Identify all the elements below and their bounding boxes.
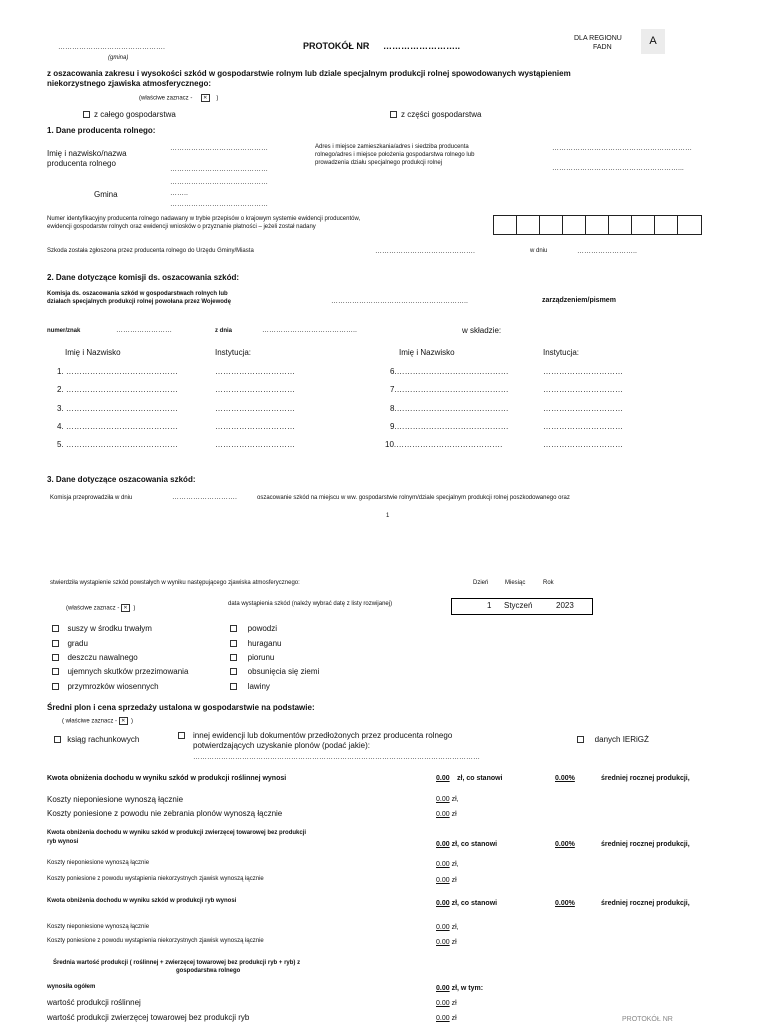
animal-value-amount: 0.00 zł bbox=[436, 1015, 457, 1022]
yield-other-field[interactable]: …………………………………………………………………………………………………………… bbox=[193, 754, 480, 761]
costs-not-harvested-label: Koszty poniesione z powodu nie zebrania plonów wynoszą łącznie bbox=[47, 809, 283, 818]
yield-option-books[interactable]: ksiąg rachunkowych bbox=[54, 735, 139, 744]
animal-phenomena-costs-label: Koszty poniesione z powodu wystąpienia niekorzystnych zjawisk wynoszą łącznie bbox=[47, 876, 264, 882]
checkbox-icon bbox=[52, 640, 59, 647]
fish-costs-value: 0.00 zł, bbox=[436, 924, 459, 931]
col-inst-right: Instytucja: bbox=[543, 348, 580, 357]
region-label: DLA REGIONU bbox=[574, 35, 622, 42]
yield-other-label-1: innej ewidencji lub dokumentów przedłożonych przez producenta rolnego bbox=[193, 731, 453, 740]
address-label-2: rolnego/adres i miejsce położenia gospodarstwa rolnego lub bbox=[315, 152, 475, 158]
institution-field[interactable]: ………………………… bbox=[215, 385, 295, 394]
institution-field[interactable]: ………………………… bbox=[543, 440, 623, 449]
fish-phenomena-costs-label: Koszty poniesione z powodu wystąpienia niekorzystnych zjawisk wynoszą łącznie bbox=[47, 938, 264, 944]
phenomenon-option[interactable]: suszy w środku trwałym bbox=[52, 624, 152, 633]
member-field[interactable]: 9.…………………………………… bbox=[390, 422, 509, 431]
member-field[interactable]: 5. …………………………………… bbox=[57, 440, 178, 449]
col-name-right: Imię i Nazwisko bbox=[399, 348, 455, 357]
phenomenon-option[interactable]: obsunięcia się ziemi bbox=[230, 667, 319, 676]
gmina-label: (gmina) bbox=[108, 55, 129, 61]
animal-loss-title-2: ryb wynosi bbox=[47, 839, 79, 845]
fish-costs-label: Koszty nieponiesione wynoszą łącznie bbox=[47, 924, 150, 930]
id-label-1: Numer identyfikacyjny producenta rolnego nadawany w trybie przepisów o krajowym systemie ewidencji producentów, bbox=[47, 216, 361, 222]
composition-label: w składzie: bbox=[462, 326, 502, 335]
fish-phenomena-costs-value: 0.00 zł bbox=[436, 939, 457, 946]
checkbox-icon bbox=[178, 732, 185, 739]
page-title: PROTOKÓŁ NR bbox=[303, 41, 370, 51]
total-label: wynosiła ogółem bbox=[47, 984, 96, 990]
phenomenon-option[interactable]: deszczu nawalnego bbox=[52, 653, 138, 662]
checked-box-icon: ✕ bbox=[121, 604, 130, 612]
name-label: Imię i nazwisko/nazwa bbox=[47, 149, 127, 158]
member-field[interactable]: 2. …………………………………… bbox=[57, 385, 178, 394]
z-dnia-field[interactable]: ………………………………….. bbox=[262, 327, 357, 334]
address-field-2[interactable]: ………………………………………………... bbox=[552, 165, 684, 172]
phenomenon-option[interactable]: przymrozków wiosennych bbox=[52, 682, 159, 691]
checkbox-icon bbox=[390, 111, 397, 118]
phenomenon-option[interactable]: gradu bbox=[52, 639, 88, 648]
region-value-box[interactable]: A bbox=[641, 29, 665, 54]
checked-box-icon: ✕ bbox=[119, 717, 128, 725]
phenomenon-option[interactable]: ujemnych skutków przezimowania bbox=[52, 667, 188, 676]
costs-not-incurred-value: 0.00 zł, bbox=[436, 796, 459, 803]
col-inst-left: Instytucja: bbox=[215, 348, 252, 357]
name-field-1[interactable]: …………………………………… bbox=[170, 145, 268, 152]
member-field[interactable]: 6.…………………………………… bbox=[390, 367, 509, 376]
yield-option-ierigz[interactable]: danych IERiGŻ bbox=[577, 735, 649, 744]
institution-field[interactable]: ………………………… bbox=[215, 404, 295, 413]
crop-value-label: wartość produkcji roślinnej bbox=[47, 998, 141, 1007]
animal-phenomena-costs-value: 0.00 zł bbox=[436, 877, 457, 884]
reported-office-field[interactable]: ……………………………………. bbox=[375, 248, 475, 255]
mark-note-3: (właściwe zaznacz - ✕ ) bbox=[66, 605, 136, 612]
member-field[interactable]: 4. …………………………………… bbox=[57, 422, 178, 431]
checkbox-icon bbox=[230, 654, 237, 661]
date-month[interactable]: Styczeń bbox=[504, 601, 533, 610]
commission-label-1: Komisja ds. oszacowania szkód w gospodarstwach rolnych lub bbox=[47, 291, 228, 297]
animal-loss-pct: 0.00% bbox=[555, 841, 575, 848]
checkbox-icon bbox=[230, 668, 237, 675]
fish-loss-pct: 0.00% bbox=[555, 900, 575, 907]
col-day: Dzień bbox=[473, 580, 489, 586]
col-name-left: Imię i Nazwisko bbox=[65, 348, 121, 357]
avg-value-title-1: Średnia wartość produkcji ( roślinnej + zwierzęcej towarowej bez produkcji ryb + ryb) z bbox=[53, 960, 301, 966]
reported-date-field[interactable]: …………………….. bbox=[577, 248, 637, 255]
checkbox-icon bbox=[52, 654, 59, 661]
option-part-farm[interactable]: z części gospodarstwa bbox=[390, 110, 481, 119]
checkbox-icon bbox=[52, 625, 59, 632]
fish-loss-avg: średniej rocznej produkcji, bbox=[601, 900, 690, 907]
name-field-3[interactable]: …………………………………… bbox=[170, 179, 268, 186]
col-year: Rok bbox=[543, 580, 554, 586]
animal-loss-amount: 0.00 zł, co stanowi bbox=[436, 841, 498, 848]
member-field[interactable]: 7.…………………………………… bbox=[390, 385, 509, 394]
checkbox-icon bbox=[230, 625, 237, 632]
gmina-dots[interactable]: ………………………………………. bbox=[58, 44, 165, 51]
reported-date-label: w dniu bbox=[530, 248, 548, 254]
col-month: Miesiąc bbox=[505, 580, 526, 586]
date-year[interactable]: 2023 bbox=[556, 601, 574, 610]
damage-date-select[interactable] bbox=[451, 598, 593, 615]
date-day[interactable]: 1 bbox=[487, 601, 492, 610]
name-field-2[interactable]: …………………………………… bbox=[170, 166, 268, 173]
costs-not-harvested-value: 0.00 zł bbox=[436, 811, 457, 818]
mark-note-yield: ( właściwe zaznacz - ✕ ) bbox=[62, 718, 134, 725]
checkbox-icon bbox=[52, 683, 59, 690]
producer-id-grid[interactable] bbox=[493, 215, 702, 235]
member-field[interactable]: 8.…………………………………… bbox=[390, 404, 509, 413]
crop-loss-title: Kwota obniżenia dochodu w wyniku szkód w produkcji roślinnej wynosi bbox=[47, 775, 287, 782]
phenomenon-label: stwierdziła wystąpienie szkód powstałych w wyniku następującego zjawiska atmosferycznego: bbox=[50, 580, 300, 586]
crop-loss-avg: średniej rocznej produkcji, bbox=[601, 775, 690, 782]
institution-field[interactable]: ………………………… bbox=[543, 367, 623, 376]
number-sign-label: numer/znak bbox=[47, 328, 81, 334]
carried-out-text: oszacowanie szkód na miejscu w ww. gospodarstwie rolnym/dziale specjalnym produkcji rolnej poszkodowanego oraz bbox=[257, 495, 570, 501]
checkbox-icon bbox=[83, 111, 90, 118]
address-label-3: prowadzenia działu specjalnego produkcji rolnej bbox=[315, 160, 443, 166]
animal-costs-value: 0.00 zł, bbox=[436, 861, 459, 868]
phenomenon-option[interactable]: powodzi bbox=[230, 624, 277, 633]
id-label-2: ewidencji gospodarstw rolnych oraz ewidencji wniosków o przyznanie płatności – jeżeli został nadany bbox=[47, 224, 316, 230]
option-whole-farm[interactable]: z całego gospodarstwa bbox=[83, 110, 176, 119]
phenomenon-option[interactable]: huraganu bbox=[230, 639, 281, 648]
checkbox-icon bbox=[577, 736, 584, 743]
yield-heading: Średni plon i cena sprzedaży ustalona w gospodarstwie na podstawie: bbox=[47, 703, 315, 712]
carried-out-date-field[interactable]: ………………………. bbox=[172, 494, 237, 501]
crop-loss-amount: 0.00 bbox=[436, 775, 450, 782]
total-value: 0.00 zł, w tym: bbox=[436, 985, 484, 992]
checked-box-icon: ✕ bbox=[201, 94, 210, 102]
crop-loss-pct: 0.00% bbox=[555, 775, 575, 782]
section3-heading: 3. Dane dotyczące oszacowania szkód: bbox=[47, 475, 196, 484]
phenomenon-option[interactable]: piorunu bbox=[230, 653, 274, 662]
gmina-label: Gmina bbox=[94, 190, 118, 199]
avg-value-title-2: gospodarstwa rolnego bbox=[176, 968, 241, 974]
checkbox-icon bbox=[52, 668, 59, 675]
address-field-1[interactable]: …………………………………………………… bbox=[552, 145, 692, 152]
by-order-label: zarządzeniem/pismem bbox=[542, 297, 616, 304]
commission-field[interactable]: ………………………………………………….. bbox=[331, 298, 468, 305]
checkbox-icon bbox=[230, 640, 237, 647]
yield-other-label-2: potwierdzających uzyskanie plonów (podać jakie): bbox=[193, 741, 370, 750]
institution-field[interactable]: ………………………… bbox=[215, 422, 295, 431]
fish-loss-amount: 0.00 zł, co stanowi bbox=[436, 900, 498, 907]
section2-heading: 2. Dane dotyczące komisji ds. oszacowania szkód: bbox=[47, 273, 240, 282]
animal-costs-label: Koszty nieponiesione wynoszą łącznie bbox=[47, 860, 150, 866]
crop-loss-unit: zł, co stanowi bbox=[457, 775, 503, 782]
number-sign-field[interactable]: …………………… bbox=[116, 327, 172, 334]
member-field[interactable]: 1. …………………………………… bbox=[57, 367, 178, 376]
checkbox-icon bbox=[54, 736, 61, 743]
crop-value-amount: 0.00 zł bbox=[436, 1000, 457, 1007]
institution-field[interactable]: ………………………… bbox=[215, 367, 295, 376]
commission-label-2: działach specjalnych produkcji rolnej powołana przez Wojewodę bbox=[47, 299, 231, 305]
carried-out-label: Komisja przeprowadziła w dniu bbox=[50, 495, 133, 501]
name-label-2: producenta rolnego bbox=[47, 159, 116, 168]
reported-label: Szkoda została zgłoszona przez producenta rolnego do Urzędu Gminy/Miasta bbox=[47, 248, 254, 254]
institution-field[interactable]: ………………………… bbox=[543, 422, 623, 431]
yield-option-other[interactable] bbox=[178, 731, 189, 740]
animal-loss-title-1: Kwota obniżenia dochodu w wyniku szkód w produkcji zwierzęcej towarowej bez produkcji bbox=[47, 830, 307, 836]
mark-note: (właściwe zaznacz - ✕ ) bbox=[139, 95, 219, 102]
member-field[interactable]: 10.…………………………………. bbox=[385, 440, 503, 449]
gmina-field[interactable]: …………………………………… bbox=[170, 201, 268, 208]
member-field[interactable]: 3. …………………………………… bbox=[57, 404, 178, 413]
gmina-field-short[interactable]: …….. bbox=[170, 190, 188, 197]
z-dnia-label: z dnia bbox=[215, 328, 233, 334]
animal-loss-avg: średniej rocznej produkcji, bbox=[601, 841, 690, 848]
section1-heading: 1. Dane producenta rolnego: bbox=[47, 126, 156, 135]
institution-field[interactable]: ………………………… bbox=[215, 440, 295, 449]
animal-value-label: wartość produkcji zwierzęcej towarowej bez produkcji ryb bbox=[47, 1013, 250, 1022]
intro-line-1: z oszacowania zakresu i wysokości szkód w gospodarstwie rolnym lub dziale specjalnym produkcji rolnej spowodowanych wystąpieniem bbox=[47, 69, 571, 78]
fish-loss-title: Kwota obniżenia dochodu w wyniku szkód w produkcji ryb wynosi bbox=[47, 898, 237, 904]
costs-not-incurred-label: Koszty nieponiesione wynoszą łącznie bbox=[47, 795, 184, 804]
institution-field[interactable]: ………………………… bbox=[543, 385, 623, 394]
checkbox-icon bbox=[230, 683, 237, 690]
institution-field[interactable]: ………………………… bbox=[543, 404, 623, 413]
intro-line-2: niekorzystnego zjawiska atmosferycznego: bbox=[47, 79, 212, 88]
phenomenon-option[interactable]: lawiny bbox=[230, 682, 270, 691]
protocol-number-field[interactable]: …………………….. bbox=[383, 41, 461, 51]
address-label-1: Adres i miejsce zamieszkania/adres i siedziba producenta bbox=[315, 144, 469, 150]
page-footer: PROTOKÓŁ NR bbox=[622, 1016, 673, 1023]
date-label: data wystąpienia szkód (należy wybrać datę z listy rozwijanej) bbox=[228, 601, 393, 607]
footnote-ref: 1 bbox=[386, 513, 390, 519]
region-label-fadn: FADN bbox=[593, 44, 612, 51]
